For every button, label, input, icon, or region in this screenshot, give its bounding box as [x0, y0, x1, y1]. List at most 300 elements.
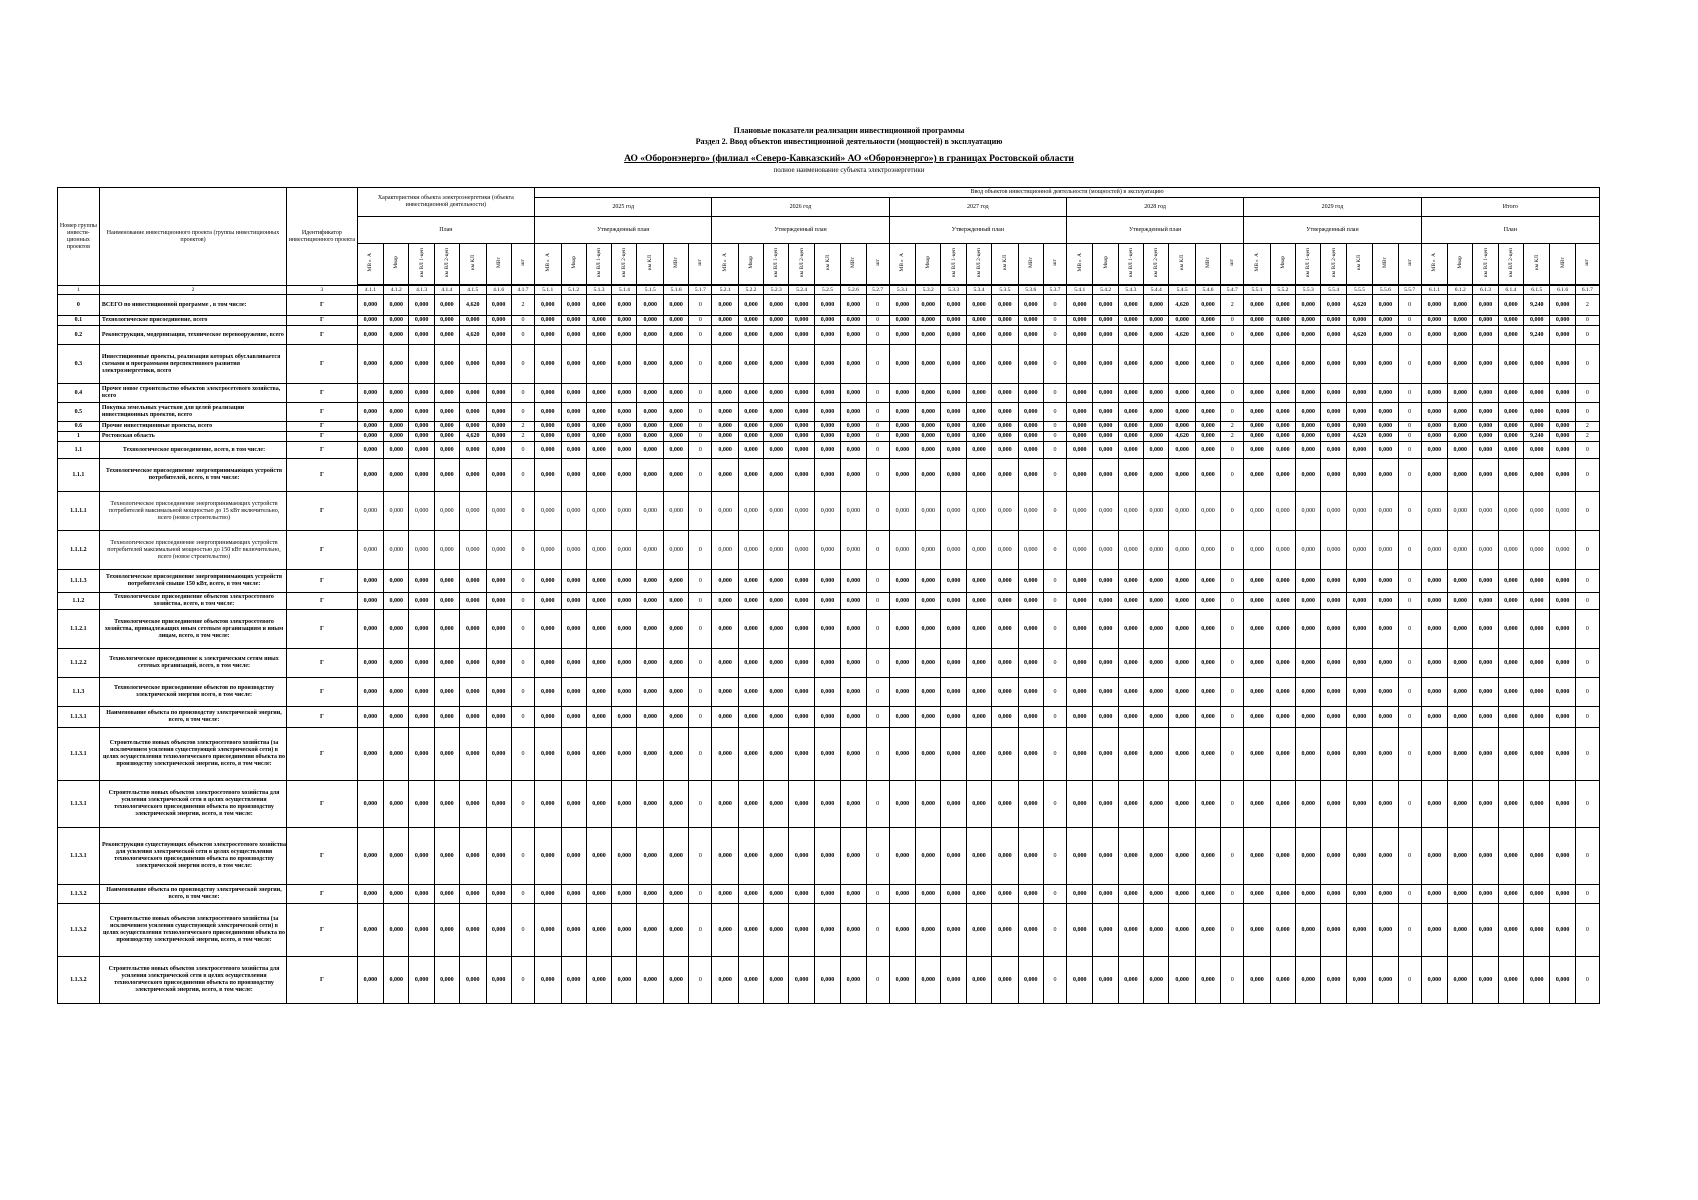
table-row [58, 570, 1600, 593]
numeric-value: 0,000 [1169, 885, 1195, 904]
numeric-value: 0,000 [1169, 442, 1195, 459]
numeric-value: 0,000 [1118, 326, 1143, 345]
table-row [58, 432, 1600, 442]
unit-header [841, 244, 866, 285]
numeric-value: 0,000 [1524, 649, 1550, 678]
count-value: 0 [866, 957, 889, 1004]
table-row [58, 593, 1600, 610]
numeric-value: 0,000 [612, 384, 637, 403]
row-number: 1.1.2 [58, 593, 100, 610]
numeric-value: 0,000 [1421, 610, 1447, 649]
numeric-value: 0,000 [1169, 492, 1195, 531]
numeric-value: 0,000 [586, 422, 611, 432]
numeric-value: 0,000 [1296, 828, 1321, 885]
numeric-value: 0,000 [1524, 422, 1550, 432]
numeric-value: 0,000 [486, 442, 511, 459]
numeric-value: 0,000 [1346, 904, 1372, 957]
numeric-value: 0,000 [1550, 957, 1575, 1004]
numeric-value: 0,000 [789, 403, 814, 422]
unit-label: км ВЛ 1-цеп [773, 247, 780, 277]
numeric-value: 0,000 [1169, 781, 1195, 828]
numeric-value: 0,000 [357, 904, 383, 957]
numeric-value: 0,000 [1421, 649, 1447, 678]
numeric-value: 0,000 [1321, 885, 1346, 904]
column-code: 5.1.6 [663, 286, 688, 295]
year-header: 2025 год [535, 198, 712, 217]
numeric-value: 0,000 [409, 432, 434, 442]
numeric-value: 0,000 [663, 570, 688, 593]
numeric-value: 0,000 [1018, 610, 1043, 649]
numeric-value: 0,000 [1498, 828, 1523, 885]
numeric-value: 0,000 [1018, 593, 1043, 610]
numeric-value: 0,000 [663, 885, 688, 904]
numeric-value: 0,000 [966, 316, 991, 326]
numeric-value: 0,000 [1473, 570, 1498, 593]
numeric-value: 0,000 [1270, 345, 1295, 384]
numeric-value: 0,000 [1067, 904, 1093, 957]
numeric-value: 0,000 [612, 345, 637, 384]
count-value: 0 [1398, 593, 1421, 610]
numeric-value: 0,000 [1144, 707, 1169, 728]
col-commissioning-header: Ввод объектов инвестиционной деятельности (мощностей) в эксплуатацию [535, 188, 1600, 198]
numeric-value: 0,000 [1321, 728, 1346, 781]
count-value: 0 [866, 442, 889, 459]
row-identifier: Г [287, 707, 358, 728]
numeric-value: 0,000 [1473, 432, 1498, 442]
numeric-value: 0,000 [586, 707, 611, 728]
numeric-value: 0,000 [409, 593, 434, 610]
row-number: 1.1.1.3 [58, 570, 100, 593]
count-value: 0 [511, 384, 534, 403]
numeric-value: 0,000 [535, 904, 561, 957]
numeric-value: 0,000 [663, 345, 688, 384]
numeric-value: 0,000 [764, 904, 789, 957]
unit-header [1018, 244, 1043, 285]
numeric-value: 0,000 [966, 531, 991, 570]
numeric-value: 0,000 [1018, 403, 1043, 422]
numeric-value: 0,000 [486, 295, 511, 316]
numeric-value: 0,000 [992, 432, 1018, 442]
numeric-value: 0,000 [889, 728, 915, 781]
numeric-value: 0,000 [1473, 828, 1498, 885]
count-value: 0 [511, 442, 534, 459]
numeric-value: 0,000 [637, 316, 663, 326]
count-value: 0 [866, 531, 889, 570]
numeric-value: 0,000 [814, 904, 840, 957]
column-code: 6.1.2 [1448, 286, 1473, 295]
numeric-value: 0,000 [1321, 384, 1346, 403]
numeric-value: 0,000 [1421, 432, 1447, 442]
numeric-value: 0,000 [1473, 422, 1498, 432]
numeric-value: 0,000 [586, 728, 611, 781]
count-value: 2 [511, 422, 534, 432]
numeric-value: 0,000 [434, 610, 459, 649]
numeric-value: 0,000 [637, 345, 663, 384]
numeric-value: 0,000 [1473, 728, 1498, 781]
numeric-value: 0,000 [486, 326, 511, 345]
numeric-value: 0,000 [434, 459, 459, 492]
numeric-value: 0,000 [966, 326, 991, 345]
numeric-value: 0,000 [1118, 707, 1143, 728]
numeric-value: 0,000 [814, 570, 840, 593]
numeric-value: 0,000 [663, 610, 688, 649]
count-value: 0 [1575, 316, 1599, 326]
row-number: 0.6 [58, 422, 100, 432]
numeric-value: 0,000 [1448, 593, 1473, 610]
row-identifier: Г [287, 295, 358, 316]
numeric-value: 0,000 [1118, 957, 1143, 1004]
numeric-value: 0,000 [1373, 345, 1398, 384]
unit-label: МВ×А [1431, 253, 1438, 272]
numeric-value: 0,000 [357, 345, 383, 384]
numeric-value: 0,000 [1270, 610, 1295, 649]
numeric-value: 0,000 [1421, 828, 1447, 885]
row-number: 0.4 [58, 384, 100, 403]
numeric-value: 0,000 [1270, 459, 1295, 492]
numeric-value: 0,000 [434, 295, 459, 316]
numeric-value: 0,000 [663, 492, 688, 531]
numeric-value: 0,000 [738, 904, 763, 957]
numeric-value: 0,000 [1448, 649, 1473, 678]
numeric-value: 0,000 [1195, 422, 1220, 432]
numeric-value: 0,000 [1346, 531, 1372, 570]
numeric-value: 0,000 [1373, 649, 1398, 678]
numeric-value: 0,000 [1421, 403, 1447, 422]
numeric-value: 0,000 [1118, 728, 1143, 781]
numeric-value: 0,000 [535, 295, 561, 316]
unit-header [1398, 244, 1421, 285]
numeric-value: 0,000 [916, 345, 941, 384]
row-identifier: Г [287, 403, 358, 422]
numeric-value: 0,000 [789, 432, 814, 442]
numeric-value: 0,000 [712, 492, 738, 531]
col-name-header: Наименование инвестиционного проекта (группы инвестиционных проектов) [99, 188, 286, 286]
row-number: 1.1 [58, 442, 100, 459]
unit-header [1067, 244, 1093, 285]
numeric-value: 0,000 [841, 295, 866, 316]
numeric-value: 0,000 [789, 707, 814, 728]
numeric-value: 0,000 [889, 403, 915, 422]
unit-header [1473, 244, 1498, 285]
column-code: 5.2.6 [841, 286, 866, 295]
numeric-value: 0,000 [1118, 828, 1143, 885]
numeric-value: 0,000 [637, 904, 663, 957]
numeric-value: 0,000 [1067, 707, 1093, 728]
row-name: Технологическое присоединение энергопринимающих устройств потребителей, всего, в том числе: [99, 459, 286, 492]
numeric-value: 0,000 [1448, 781, 1473, 828]
numeric-value: 0,000 [889, 707, 915, 728]
count-value: 0 [1043, 570, 1066, 593]
numeric-value: 0,000 [1473, 459, 1498, 492]
numeric-value: 0,000 [1321, 828, 1346, 885]
count-value: 0 [511, 531, 534, 570]
numeric-value: 0,000 [1296, 570, 1321, 593]
numeric-value: 0,000 [612, 728, 637, 781]
numeric-value: 0,000 [1550, 326, 1575, 345]
count-value: 0 [511, 678, 534, 707]
column-code: 4.1.6 [486, 286, 511, 295]
numeric-value: 0,000 [1296, 403, 1321, 422]
numeric-value: 0,000 [486, 610, 511, 649]
unit-header [1575, 244, 1599, 285]
numeric-value: 0,000 [1067, 492, 1093, 531]
numeric-value: 0,000 [1244, 403, 1270, 422]
numeric-value: 0,000 [1244, 295, 1270, 316]
numeric-value: 0,000 [738, 316, 763, 326]
row-number: 1.1.3 [58, 678, 100, 707]
numeric-value: 0,000 [1448, 885, 1473, 904]
numeric-value: 0,000 [1018, 492, 1043, 531]
table-row [58, 728, 1600, 781]
numeric-value: 0,000 [637, 593, 663, 610]
row-number: 1.1.3.1 [58, 728, 100, 781]
numeric-value: 0,000 [1144, 570, 1169, 593]
numeric-value: 0,000 [966, 781, 991, 828]
numeric-value: 4,620 [460, 432, 486, 442]
numeric-value: 0,000 [992, 610, 1018, 649]
numeric-value: 0,000 [941, 957, 966, 1004]
row-identifier: Г [287, 885, 358, 904]
count-value: 0 [1221, 384, 1244, 403]
numeric-value: 0,000 [941, 442, 966, 459]
numeric-value: 0,000 [637, 492, 663, 531]
numeric-value: 0,000 [561, 610, 586, 649]
table-row [58, 610, 1600, 649]
numeric-value: 0,000 [1118, 459, 1143, 492]
unit-header [384, 244, 409, 285]
numeric-value: 0,000 [1270, 649, 1295, 678]
numeric-value: 0,000 [1373, 610, 1398, 649]
numeric-value: 0,000 [1169, 384, 1195, 403]
numeric-value: 0,000 [434, 885, 459, 904]
column-code: 5.2.2 [738, 286, 763, 295]
numeric-value: 0,000 [535, 442, 561, 459]
numeric-value: 0,000 [1321, 570, 1346, 593]
unit-label: МВ×А [1076, 253, 1083, 272]
row-name: Прочие инвестиционные проекты, всего [99, 422, 286, 432]
numeric-value: 0,000 [1195, 781, 1220, 828]
numeric-value: 0,000 [1524, 957, 1550, 1004]
count-value: 0 [866, 885, 889, 904]
count-value: 0 [1043, 678, 1066, 707]
count-value: 0 [866, 345, 889, 384]
numeric-value: 0,000 [1321, 649, 1346, 678]
numeric-value: 0,000 [409, 885, 434, 904]
numeric-value: 0,000 [916, 403, 941, 422]
count-value: 0 [1575, 384, 1599, 403]
numeric-value: 0,000 [561, 531, 586, 570]
numeric-value: 0,000 [1067, 678, 1093, 707]
numeric-value: 0,000 [460, 885, 486, 904]
numeric-value: 0,000 [535, 828, 561, 885]
table-row [58, 326, 1600, 345]
numeric-value: 0,000 [889, 531, 915, 570]
numeric-value: 0,000 [1195, 728, 1220, 781]
unit-header [789, 244, 814, 285]
numeric-value: 0,000 [789, 904, 814, 957]
numeric-value: 0,000 [561, 492, 586, 531]
count-value: 2 [1575, 295, 1599, 316]
numeric-value: 0,000 [1524, 570, 1550, 593]
row-number: 1.1.3.1 [58, 828, 100, 885]
numeric-value: 0,000 [841, 904, 866, 957]
unit-label: шт [1584, 259, 1591, 266]
count-value: 0 [866, 316, 889, 326]
column-code: 4.1.1 [357, 286, 383, 295]
unit-label: МВт [1027, 257, 1034, 268]
unit-header [1270, 244, 1295, 285]
row-name: Технологическое присоединение объектов электросетевого хозяйства, принадлежащих иным сетевым организациям и иным лицам, всего, в том числе: [99, 610, 286, 649]
unit-header [511, 244, 534, 285]
numeric-value: 0,000 [663, 828, 688, 885]
numeric-value: 0,000 [1473, 649, 1498, 678]
count-value: 0 [1221, 459, 1244, 492]
count-value: 0 [1221, 957, 1244, 1004]
numeric-value: 0,000 [789, 649, 814, 678]
numeric-value: 0,000 [1346, 403, 1372, 422]
count-value: 0 [689, 531, 712, 570]
numeric-value: 0,000 [712, 957, 738, 1004]
count-value: 0 [689, 422, 712, 432]
numeric-value: 0,000 [889, 593, 915, 610]
numeric-value: 0,000 [1270, 442, 1295, 459]
numeric-value: 0,000 [738, 295, 763, 316]
numeric-value: 0,000 [1448, 728, 1473, 781]
numeric-value: 0,000 [814, 885, 840, 904]
numeric-value: 0,000 [1296, 422, 1321, 432]
numeric-value: 0,000 [738, 570, 763, 593]
numeric-value: 0,000 [1195, 593, 1220, 610]
numeric-value: 0,000 [916, 459, 941, 492]
numeric-value: 0,000 [1018, 295, 1043, 316]
count-value: 0 [1043, 492, 1066, 531]
numeric-value: 0,000 [1524, 403, 1550, 422]
count-value: 0 [1575, 649, 1599, 678]
numeric-value: 0,000 [966, 459, 991, 492]
column-code: 5.3.5 [992, 286, 1018, 295]
numeric-value: 0,000 [764, 678, 789, 707]
numeric-value: 0,000 [1421, 531, 1447, 570]
numeric-value: 0,000 [561, 957, 586, 1004]
count-value: 0 [1398, 781, 1421, 828]
numeric-value: 0,000 [612, 316, 637, 326]
numeric-value: 0,000 [637, 610, 663, 649]
numeric-value: 4,620 [1169, 326, 1195, 345]
numeric-value: 0,000 [1346, 707, 1372, 728]
numeric-value: 0,000 [1067, 459, 1093, 492]
numeric-value: 0,000 [586, 885, 611, 904]
unit-header [561, 244, 586, 285]
numeric-value: 0,000 [1421, 570, 1447, 593]
numeric-value: 0,000 [1498, 885, 1523, 904]
count-value: 0 [689, 649, 712, 678]
numeric-value: 0,000 [1169, 707, 1195, 728]
numeric-value: 0,000 [663, 326, 688, 345]
numeric-value: 0,000 [1346, 885, 1372, 904]
count-value: 0 [1221, 707, 1244, 728]
numeric-value: 0,000 [966, 828, 991, 885]
count-value: 0 [689, 828, 712, 885]
numeric-value: 0,000 [434, 345, 459, 384]
count-value: 0 [511, 459, 534, 492]
numeric-value: 0,000 [992, 345, 1018, 384]
numeric-value: 0,000 [1498, 610, 1523, 649]
unit-header [1550, 244, 1575, 285]
count-value: 0 [1043, 459, 1066, 492]
unit-header [586, 244, 611, 285]
numeric-value: 0,000 [789, 442, 814, 459]
numeric-value: 0,000 [1373, 707, 1398, 728]
year-header: 2029 год [1244, 198, 1421, 217]
count-value: 0 [866, 570, 889, 593]
numeric-value: 0,000 [941, 326, 966, 345]
table-row [58, 531, 1600, 570]
count-value: 0 [1575, 593, 1599, 610]
numeric-value: 0,000 [1169, 678, 1195, 707]
numeric-value: 0,000 [941, 345, 966, 384]
numeric-value: 0,000 [764, 326, 789, 345]
numeric-value: 0,000 [1067, 570, 1093, 593]
numeric-value: 0,000 [712, 432, 738, 442]
numeric-value: 0,000 [1093, 570, 1118, 593]
year-header: 2028 год [1067, 198, 1244, 217]
numeric-value: 0,000 [1244, 649, 1270, 678]
numeric-value: 0,000 [409, 610, 434, 649]
report-section: Раздел 2. Ввод объектов инвестиционной деятельности (мощностей) в эксплуатацию [695, 137, 1003, 146]
count-value: 0 [689, 492, 712, 531]
numeric-value: 0,000 [916, 593, 941, 610]
numeric-value: 0,000 [738, 707, 763, 728]
numeric-value: 0,000 [1550, 678, 1575, 707]
numeric-value: 0,000 [966, 610, 991, 649]
numeric-value: 0,000 [486, 885, 511, 904]
numeric-value: 0,000 [789, 678, 814, 707]
numeric-value: 0,000 [409, 570, 434, 593]
column-code: 6.1.6 [1550, 286, 1575, 295]
numeric-value: 0,000 [764, 957, 789, 1004]
count-value: 0 [1575, 492, 1599, 531]
numeric-value: 0,000 [535, 422, 561, 432]
numeric-value: 0,000 [1195, 459, 1220, 492]
numeric-value: 0,000 [1169, 957, 1195, 1004]
numeric-value: 0,000 [357, 326, 383, 345]
unit-header [712, 244, 738, 285]
numeric-value: 0,000 [1244, 326, 1270, 345]
count-value: 0 [1043, 707, 1066, 728]
unit-label: МВт [1559, 257, 1566, 268]
numeric-value: 0,000 [992, 459, 1018, 492]
numeric-value: 0,000 [1346, 492, 1372, 531]
numeric-value: 0,000 [1550, 384, 1575, 403]
numeric-value: 0,000 [1524, 593, 1550, 610]
numeric-value: 0,000 [663, 384, 688, 403]
numeric-value: 0,000 [1244, 442, 1270, 459]
count-value: 0 [511, 345, 534, 384]
count-value: 0 [689, 957, 712, 1004]
numeric-value: 0,000 [1498, 904, 1523, 957]
unit-label: км КЛ [824, 255, 831, 270]
count-value: 0 [1575, 707, 1599, 728]
numeric-value: 0,000 [992, 678, 1018, 707]
numeric-value: 0,000 [789, 531, 814, 570]
row-identifier: Г [287, 531, 358, 570]
numeric-value: 0,000 [966, 570, 991, 593]
unit-label: Мвар [393, 256, 400, 269]
column-number: 2 [99, 286, 286, 295]
numeric-value: 0,000 [535, 492, 561, 531]
column-code: 5.5.4 [1321, 286, 1346, 295]
approved-plan-header: Утвержденный план [1067, 217, 1244, 244]
